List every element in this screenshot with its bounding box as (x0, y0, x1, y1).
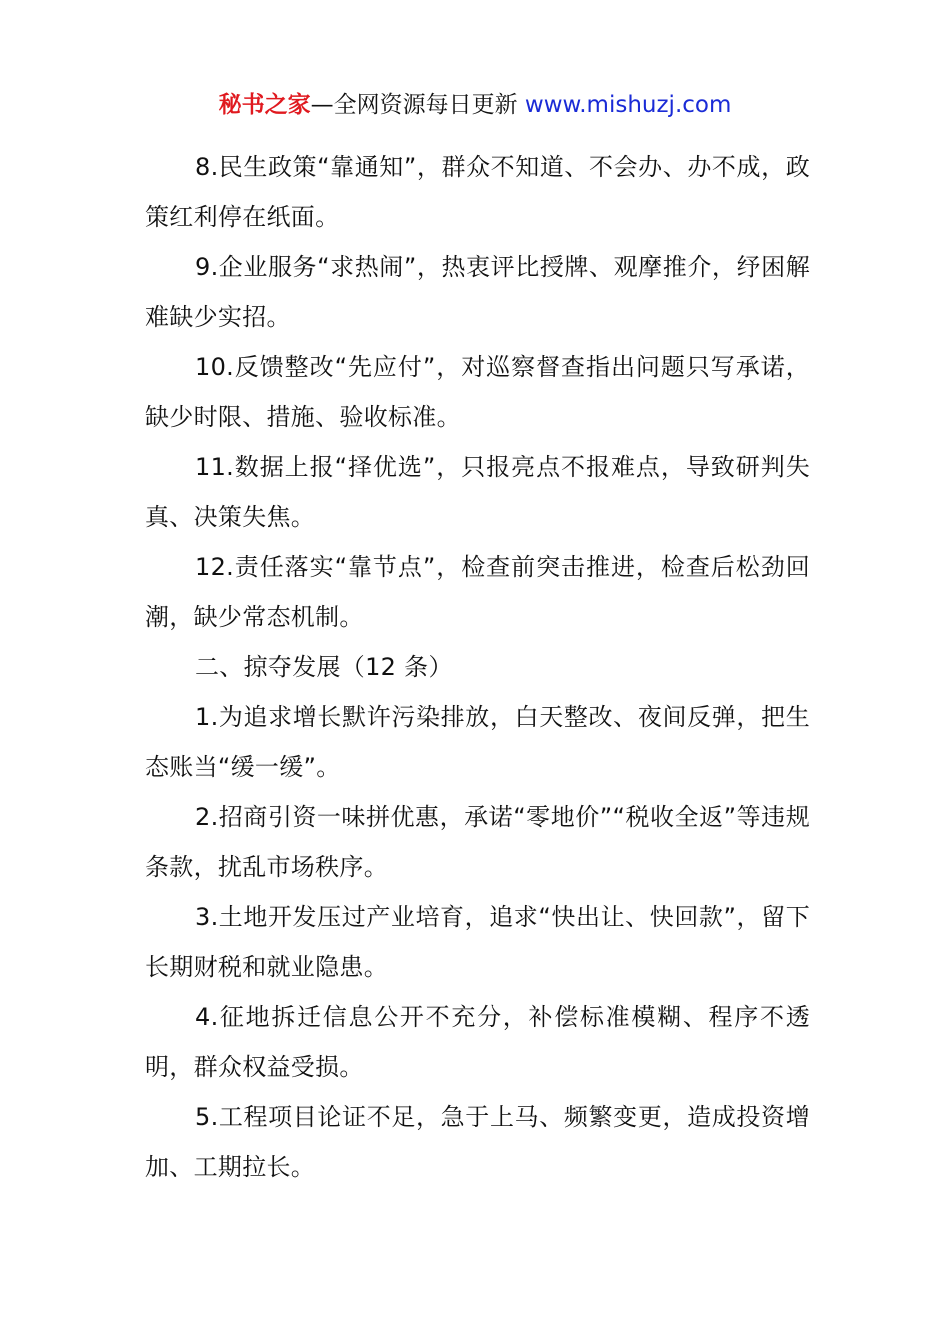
document-body (145, 142, 810, 1192)
paragraph-item-12: 12.责任落实“靠节点”，检查前突击推进，检查后松劲回潮，缺少常态机制。 (145, 553, 810, 631)
site-url-link[interactable]: www.mishuzj.com (524, 92, 732, 118)
paragraph-item-5: 5.工程项目论证不足，急于上马、频繁变更，造成投资增加、工期拉长。 (145, 1103, 810, 1181)
section-heading: 二、掠夺发展（12 条） (195, 653, 453, 681)
paragraph-item-11: 11.数据上报“择优选”，只报亮点不报难点，导致研判失真、决策失焦。 (145, 453, 810, 531)
paragraph-item-10: 10.反馈整改“先应付”，对巡察督查指出问题只写承诺，缺少时限、措施、验收标准。 (145, 353, 810, 431)
site-brand: 秘书之家 (218, 92, 311, 118)
paragraph-item-2: 2.招商引资一味拼优惠，承诺“零地价”“税收全返”等违规条款，扰乱市场秩序。 (145, 803, 810, 881)
site-header (0, 88, 950, 122)
paragraph-item-4: 4.征地拆迁信息公开不充分，补偿标准模糊、程序不透明，群众权益受损。 (145, 1003, 810, 1081)
paragraph-item-9: 9.企业服务“求热闹”，热衷评比授牌、观摩推介，纾困解难缺少实招。 (145, 253, 810, 331)
site-tagline: —全网资源每日更新 (310, 92, 518, 118)
paragraph-item-1: 1.为追求增长默许污染排放，白天整改、夜间反弹，把生态账当“缓一缓”。 (145, 703, 810, 781)
paragraph-item-8: 8.民生政策“靠通知”，群众不知道、不会办、办不成，政策红利停在纸面。 (145, 153, 810, 231)
paragraph-item-3: 3.土地开发压过产业培育，追求“快出让、快回款”，留下长期财税和就业隐患。 (145, 903, 810, 981)
